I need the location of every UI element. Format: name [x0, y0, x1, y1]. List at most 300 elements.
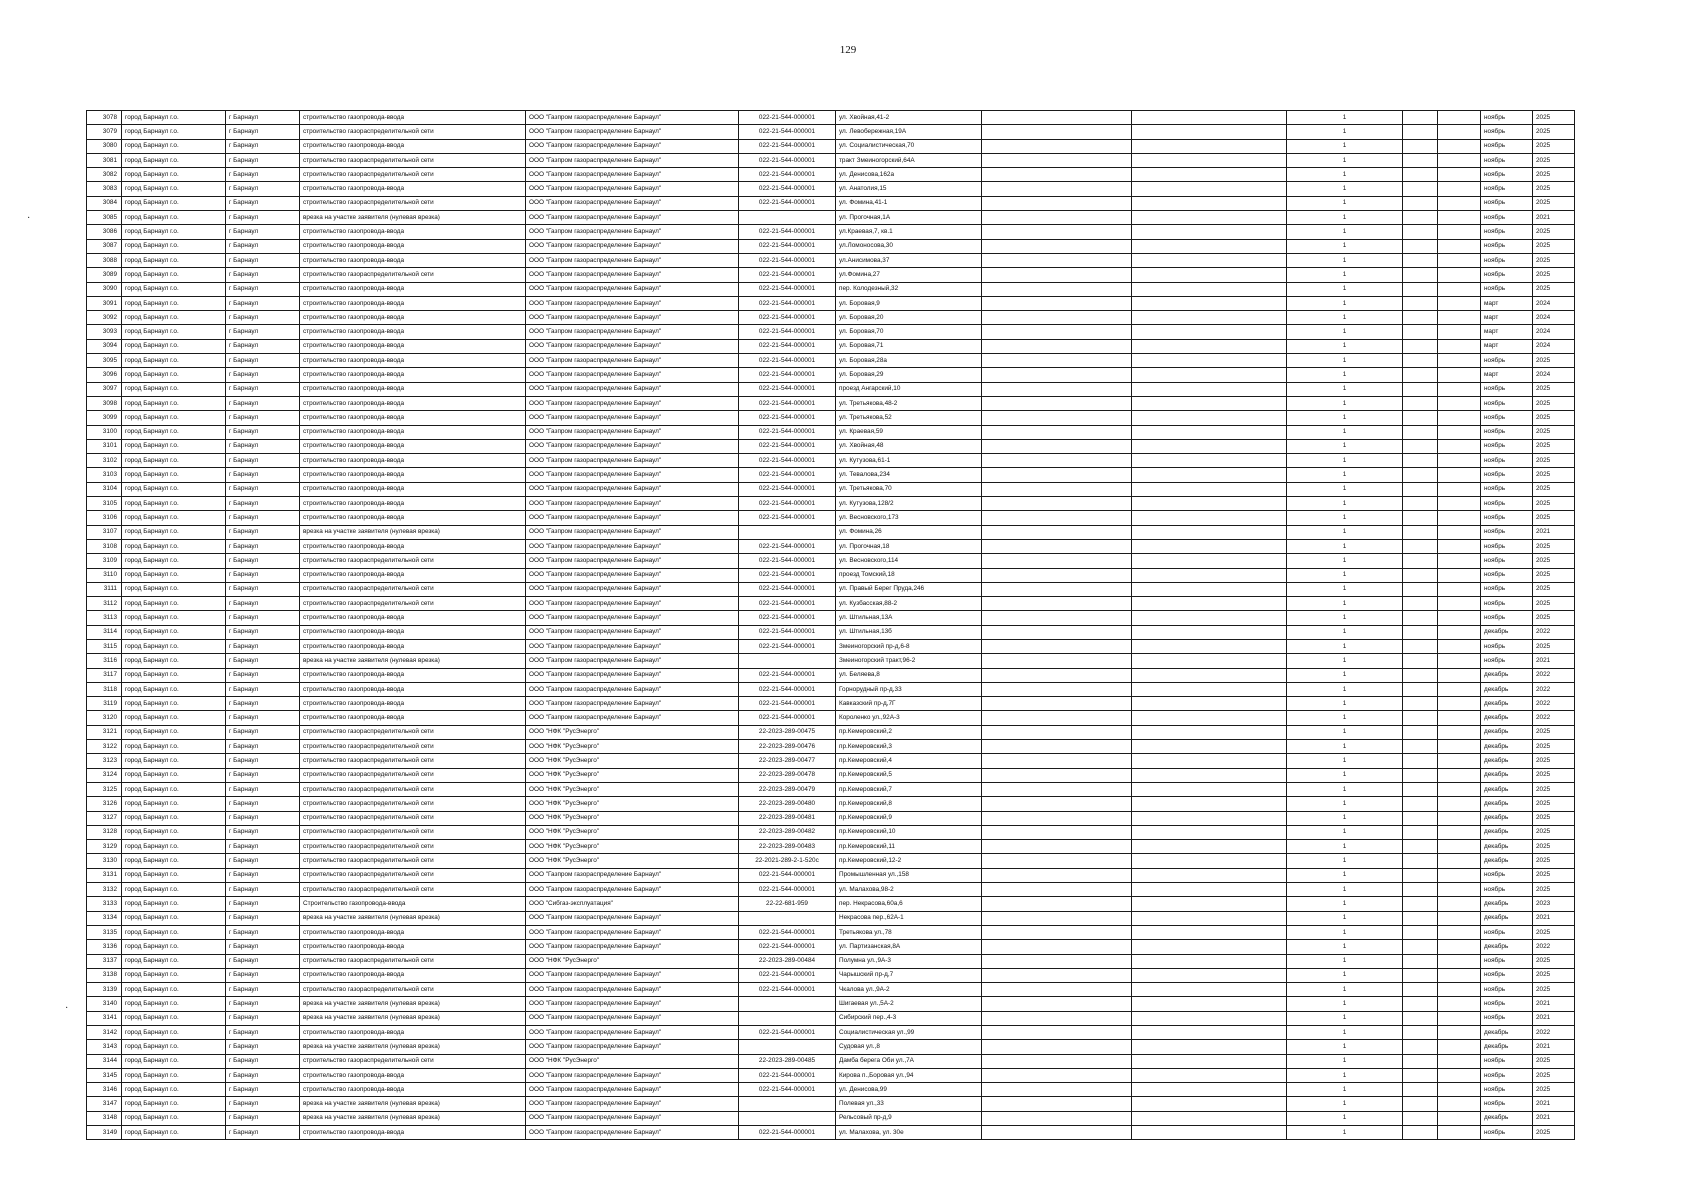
year-cell: 2022 [1533, 1026, 1575, 1040]
blank-c-cell [1403, 168, 1438, 182]
blank-b-cell [1132, 740, 1287, 754]
organization-cell: ООО "Газпром газораспределение Барнаул" [526, 539, 739, 553]
municipality-cell: город Барнаул г.о. [122, 211, 226, 225]
row-number-cell: 3133 [87, 897, 122, 911]
locality-cell: г Барнаул [226, 425, 300, 439]
municipality-cell: город Барнаул г.о. [122, 368, 226, 382]
municipality-cell: город Барнаул г.о. [122, 811, 226, 825]
row-number-cell: 3125 [87, 782, 122, 796]
month-cell: ноябрь [1481, 1097, 1533, 1111]
month-cell: декабрь [1481, 940, 1533, 954]
blank-d-cell [1438, 182, 1481, 196]
locality-cell: г Барнаул [226, 725, 300, 739]
row-number-cell: 3137 [87, 954, 122, 968]
work-type-cell: строительство газораспределительной сети [300, 868, 526, 882]
row-number-cell: 3119 [87, 697, 122, 711]
blank-c-cell [1403, 454, 1438, 468]
year-cell: 2025 [1533, 454, 1575, 468]
month-cell: март [1481, 368, 1533, 382]
work-type-cell: строительство газопровода-ввода [300, 368, 526, 382]
municipality-cell: город Барнаул г.о. [122, 554, 226, 568]
municipality-cell: город Барнаул г.о. [122, 925, 226, 939]
year-cell: 2025 [1533, 253, 1575, 267]
blank-b-cell [1132, 368, 1287, 382]
margin-mark: · [65, 1003, 69, 1014]
blank-b-cell [1132, 1083, 1287, 1097]
code-cell: 022-21-544-000001 [739, 239, 836, 253]
work-type-cell: строительство газораспределительной сети [300, 268, 526, 282]
work-type-cell: строительство газопровода-ввода [300, 439, 526, 453]
blank-b-cell [1132, 639, 1287, 653]
blank-d-cell [1438, 925, 1481, 939]
organization-cell: ООО "Газпром газораспределение Барнаул" [526, 968, 739, 982]
work-type-cell: строительство газопровода-ввода [300, 968, 526, 982]
year-cell: 2024 [1533, 311, 1575, 325]
blank-a-cell [982, 597, 1132, 611]
code-cell: 022-21-544-000001 [739, 396, 836, 410]
year-cell: 2022 [1533, 940, 1575, 954]
code-cell: 022-21-544-000001 [739, 639, 836, 653]
municipality-cell: город Барнаул г.о. [122, 668, 226, 682]
organization-cell: ООО "НФК "РусЭнерго" [526, 840, 739, 854]
blank-b-cell [1132, 1026, 1287, 1040]
blank-b-cell [1132, 411, 1287, 425]
month-cell: март [1481, 311, 1533, 325]
blank-a-cell [982, 325, 1132, 339]
blank-a-cell [982, 854, 1132, 868]
row-number-cell: 3124 [87, 768, 122, 782]
organization-cell: ООО "Газпром газораспределение Барнаул" [526, 711, 739, 725]
blank-c-cell [1403, 311, 1438, 325]
month-cell: ноябрь [1481, 468, 1533, 482]
organization-cell: ООО "Газпром газораспределение Барнаул" [526, 282, 739, 296]
work-type-cell: строительство газораспределительной сети [300, 740, 526, 754]
table-row [87, 368, 1575, 382]
blank-d-cell [1438, 854, 1481, 868]
blank-a-cell [982, 968, 1132, 982]
blank-d-cell [1438, 1011, 1481, 1025]
locality-cell: г Барнаул [226, 611, 300, 625]
locality-cell: г Барнаул [226, 954, 300, 968]
row-number-cell: 3087 [87, 239, 122, 253]
address-cell: Полумна ул.,9А-3 [836, 954, 982, 968]
blank-a-cell [982, 511, 1132, 525]
blank-b-cell [1132, 525, 1287, 539]
blank-c-cell [1403, 382, 1438, 396]
locality-cell: г Барнаул [226, 111, 300, 125]
organization-cell: ООО "Газпром газораспределение Барнаул" [526, 625, 739, 639]
blank-a-cell [982, 153, 1132, 167]
quantity-cell: 1 [1287, 1111, 1403, 1125]
table-row [87, 539, 1575, 553]
year-cell: 2025 [1533, 125, 1575, 139]
blank-c-cell [1403, 911, 1438, 925]
address-cell: ул. Боровая,28а [836, 354, 982, 368]
quantity-cell: 1 [1287, 1054, 1403, 1068]
code-cell: 022-21-544-000001 [739, 382, 836, 396]
work-type-cell: строительство газораспределительной сети [300, 954, 526, 968]
month-cell: ноябрь [1481, 639, 1533, 653]
locality-cell: г Барнаул [226, 554, 300, 568]
table-row [87, 253, 1575, 267]
blank-c-cell [1403, 525, 1438, 539]
year-cell: 2025 [1533, 968, 1575, 982]
blank-a-cell [982, 525, 1132, 539]
code-cell: 22-2023-289-00484 [739, 954, 836, 968]
quantity-cell: 1 [1287, 711, 1403, 725]
month-cell: ноябрь [1481, 868, 1533, 882]
address-cell: ул.Анисимова,37 [836, 253, 982, 267]
table-row [87, 168, 1575, 182]
address-cell: Кирова п.,Боровая ул.,94 [836, 1068, 982, 1082]
organization-cell: ООО "Газпром газораспределение Барнаул" [526, 139, 739, 153]
blank-c-cell [1403, 225, 1438, 239]
month-cell: ноябрь [1481, 554, 1533, 568]
row-number-cell: 3118 [87, 682, 122, 696]
municipality-cell: город Барнаул г.о. [122, 454, 226, 468]
work-type-cell: врезка на участке заявителя (нулевая врезка) [300, 1040, 526, 1054]
locality-cell: г Барнаул [226, 697, 300, 711]
row-number-cell: 3141 [87, 1011, 122, 1025]
locality-cell: г Барнаул [226, 139, 300, 153]
blank-b-cell [1132, 897, 1287, 911]
work-type-cell: строительство газораспределительной сети [300, 597, 526, 611]
table-row [87, 468, 1575, 482]
code-cell: 022-21-544-000001 [739, 1083, 836, 1097]
code-cell [739, 911, 836, 925]
year-cell: 2021 [1533, 1040, 1575, 1054]
blank-b-cell [1132, 196, 1287, 210]
code-cell [739, 1011, 836, 1025]
locality-cell: г Барнаул [226, 497, 300, 511]
work-type-cell: строительство газопровода-ввода [300, 497, 526, 511]
table-row [87, 740, 1575, 754]
year-cell: 2024 [1533, 339, 1575, 353]
locality-cell: г Барнаул [226, 1111, 300, 1125]
blank-b-cell [1132, 725, 1287, 739]
month-cell: ноябрь [1481, 211, 1533, 225]
blank-d-cell [1438, 153, 1481, 167]
blank-b-cell [1132, 339, 1287, 353]
quantity-cell: 1 [1287, 1011, 1403, 1025]
month-cell: ноябрь [1481, 1083, 1533, 1097]
blank-c-cell [1403, 1026, 1438, 1040]
blank-b-cell [1132, 582, 1287, 596]
address-cell: Короленко ул.,92А-3 [836, 711, 982, 725]
address-cell: ул. Прогочная,18 [836, 539, 982, 553]
address-cell: ул.Ломоносова,30 [836, 239, 982, 253]
month-cell: ноябрь [1481, 525, 1533, 539]
work-type-cell: строительство газопровода-ввода [300, 925, 526, 939]
organization-cell: ООО "Газпром газораспределение Барнаул" [526, 925, 739, 939]
year-cell: 2021 [1533, 1097, 1575, 1111]
municipality-cell: город Барнаул г.о. [122, 396, 226, 410]
organization-cell: ООО "Газпром газораспределение Барнаул" [526, 225, 739, 239]
table-row [87, 511, 1575, 525]
locality-cell: г Барнаул [226, 125, 300, 139]
blank-c-cell [1403, 368, 1438, 382]
organization-cell: ООО "Газпром газораспределение Барнаул" [526, 339, 739, 353]
address-cell: Горнорудный пр-д,33 [836, 682, 982, 696]
table-row [87, 925, 1575, 939]
blank-a-cell [982, 682, 1132, 696]
blank-d-cell [1438, 1040, 1481, 1054]
blank-a-cell [982, 740, 1132, 754]
organization-cell: ООО "Газпром газораспределение Барнаул" [526, 253, 739, 267]
quantity-cell: 1 [1287, 682, 1403, 696]
blank-c-cell [1403, 582, 1438, 596]
blank-a-cell [982, 182, 1132, 196]
code-cell: 022-21-544-000001 [739, 196, 836, 210]
code-cell: 022-21-544-000001 [739, 282, 836, 296]
blank-a-cell [982, 411, 1132, 425]
address-cell: Дамба берега Оби ул.,7А [836, 1054, 982, 1068]
municipality-cell: город Барнаул г.о. [122, 468, 226, 482]
locality-cell: г Барнаул [226, 854, 300, 868]
locality-cell: г Барнаул [226, 1040, 300, 1054]
code-cell: 022-21-544-000001 [739, 625, 836, 639]
locality-cell: г Барнаул [226, 925, 300, 939]
work-type-cell: врезка на участке заявителя (нулевая врезка) [300, 654, 526, 668]
organization-cell: ООО "Газпром газораспределение Барнаул" [526, 1040, 739, 1054]
blank-a-cell [982, 239, 1132, 253]
table-row [87, 940, 1575, 954]
code-cell: 022-21-544-000001 [739, 682, 836, 696]
address-cell: пр.Кемеровский,12-2 [836, 854, 982, 868]
year-cell: 2022 [1533, 682, 1575, 696]
blank-d-cell [1438, 940, 1481, 954]
quantity-cell: 1 [1287, 725, 1403, 739]
table-row [87, 311, 1575, 325]
blank-c-cell [1403, 725, 1438, 739]
municipality-cell: город Барнаул г.о. [122, 997, 226, 1011]
year-cell: 2025 [1533, 139, 1575, 153]
blank-d-cell [1438, 168, 1481, 182]
row-number-cell: 3099 [87, 411, 122, 425]
code-cell: 022-21-544-000001 [739, 1026, 836, 1040]
table-row [87, 354, 1575, 368]
locality-cell: г Барнаул [226, 539, 300, 553]
locality-cell: г Барнаул [226, 868, 300, 882]
month-cell: декабрь [1481, 1026, 1533, 1040]
blank-b-cell [1132, 168, 1287, 182]
month-cell: ноябрь [1481, 997, 1533, 1011]
table-row [87, 1097, 1575, 1111]
row-number-cell: 3115 [87, 639, 122, 653]
organization-cell: ООО "НФК "РусЭнерго" [526, 740, 739, 754]
table-row [87, 554, 1575, 568]
table-row [87, 268, 1575, 282]
municipality-cell: город Барнаул г.о. [122, 654, 226, 668]
blank-c-cell [1403, 1040, 1438, 1054]
blank-c-cell [1403, 740, 1438, 754]
municipality-cell: город Барнаул г.о. [122, 797, 226, 811]
blank-d-cell [1438, 1026, 1481, 1040]
blank-c-cell [1403, 654, 1438, 668]
municipality-cell: город Барнаул г.о. [122, 525, 226, 539]
blank-d-cell [1438, 282, 1481, 296]
locality-cell: г Барнаул [226, 825, 300, 839]
locality-cell: г Барнаул [226, 1097, 300, 1111]
month-cell: декабрь [1481, 1040, 1533, 1054]
blank-d-cell [1438, 825, 1481, 839]
row-number-cell: 3147 [87, 1097, 122, 1111]
organization-cell: ООО "Газпром газораспределение Барнаул" [526, 468, 739, 482]
row-number-cell: 3116 [87, 654, 122, 668]
address-cell: Змеиногорский пр-д,6-8 [836, 639, 982, 653]
blank-a-cell [982, 425, 1132, 439]
year-cell: 2022 [1533, 697, 1575, 711]
code-cell: 022-21-544-000001 [739, 940, 836, 954]
year-cell: 2025 [1533, 425, 1575, 439]
municipality-cell: город Барнаул г.о. [122, 282, 226, 296]
row-number-cell: 3149 [87, 1126, 122, 1140]
blank-c-cell [1403, 1097, 1438, 1111]
code-cell: 22-2023-289-00482 [739, 825, 836, 839]
locality-cell: г Барнаул [226, 940, 300, 954]
municipality-cell: город Барнаул г.о. [122, 568, 226, 582]
locality-cell: г Барнаул [226, 711, 300, 725]
address-cell: Некрасова пер.,62А-1 [836, 911, 982, 925]
blank-c-cell [1403, 611, 1438, 625]
municipality-cell: город Барнаул г.о. [122, 1011, 226, 1025]
municipality-cell: город Барнаул г.о. [122, 954, 226, 968]
row-number-cell: 3130 [87, 854, 122, 868]
work-type-cell: строительство газопровода-ввода [300, 182, 526, 196]
quantity-cell: 1 [1287, 740, 1403, 754]
work-type-cell: строительство газопровода-ввода [300, 639, 526, 653]
table-row [87, 111, 1575, 125]
address-cell: ул. Денисова,99 [836, 1083, 982, 1097]
register-body [87, 111, 1575, 1140]
row-number-cell: 3134 [87, 911, 122, 925]
blank-a-cell [982, 868, 1132, 882]
work-type-cell: строительство газораспределительной сети [300, 782, 526, 796]
table-row [87, 425, 1575, 439]
code-cell: 022-21-544-000001 [739, 539, 836, 553]
blank-a-cell [982, 725, 1132, 739]
blank-c-cell [1403, 468, 1438, 482]
quantity-cell: 1 [1287, 111, 1403, 125]
work-type-cell: строительство газораспределительной сети [300, 153, 526, 167]
year-cell: 2025 [1533, 182, 1575, 196]
address-cell: пр.Кемеровский,3 [836, 740, 982, 754]
table-row [87, 182, 1575, 196]
month-cell: ноябрь [1481, 168, 1533, 182]
blank-b-cell [1132, 497, 1287, 511]
blank-c-cell [1403, 153, 1438, 167]
address-cell: ул. Тевалова,234 [836, 468, 982, 482]
municipality-cell: город Барнаул г.о. [122, 354, 226, 368]
month-cell: ноябрь [1481, 582, 1533, 596]
work-type-cell: строительство газопровода-ввода [300, 253, 526, 267]
month-cell: ноябрь [1481, 139, 1533, 153]
blank-c-cell [1403, 354, 1438, 368]
blank-d-cell [1438, 554, 1481, 568]
table-row [87, 568, 1575, 582]
address-cell: пер. Некрасова,60а,6 [836, 897, 982, 911]
row-number-cell: 3140 [87, 997, 122, 1011]
address-cell: ул. Боровая,70 [836, 325, 982, 339]
quantity-cell: 1 [1287, 625, 1403, 639]
address-cell: Социалистическая ул.,99 [836, 1026, 982, 1040]
code-cell: 022-21-544-000001 [739, 711, 836, 725]
year-cell: 2025 [1533, 539, 1575, 553]
blank-b-cell [1132, 954, 1287, 968]
row-number-cell: 3112 [87, 597, 122, 611]
month-cell: ноябрь [1481, 111, 1533, 125]
work-type-cell: строительство газораспределительной сети [300, 125, 526, 139]
code-cell: 022-21-544-000001 [739, 1126, 836, 1140]
blank-b-cell [1132, 797, 1287, 811]
month-cell: ноябрь [1481, 182, 1533, 196]
table-row [87, 797, 1575, 811]
code-cell: 22-2023-289-00475 [739, 725, 836, 739]
year-cell: 2025 [1533, 868, 1575, 882]
work-type-cell: строительство газопровода-ввода [300, 682, 526, 696]
code-cell: 022-21-544-000001 [739, 325, 836, 339]
organization-cell: ООО "Газпром газораспределение Барнаул" [526, 1026, 739, 1040]
municipality-cell: город Барнаул г.о. [122, 425, 226, 439]
code-cell: 22-2023-289-00479 [739, 782, 836, 796]
organization-cell: ООО "НФК "РусЭнерго" [526, 825, 739, 839]
row-number-cell: 3139 [87, 983, 122, 997]
blank-a-cell [982, 497, 1132, 511]
work-type-cell: строительство газопровода-ввода [300, 239, 526, 253]
row-number-cell: 3088 [87, 253, 122, 267]
organization-cell: ООО "Газпром газораспределение Барнаул" [526, 868, 739, 882]
organization-cell: ООО "Газпром газораспределение Барнаул" [526, 382, 739, 396]
organization-cell: ООО "Газпром газораспределение Барнаул" [526, 1068, 739, 1082]
year-cell: 2025 [1533, 1083, 1575, 1097]
blank-b-cell [1132, 697, 1287, 711]
municipality-cell: город Барнаул г.о. [122, 782, 226, 796]
municipality-cell: город Барнаул г.о. [122, 253, 226, 267]
blank-c-cell [1403, 425, 1438, 439]
quantity-cell: 1 [1287, 525, 1403, 539]
blank-c-cell [1403, 597, 1438, 611]
quantity-cell: 1 [1287, 153, 1403, 167]
blank-d-cell [1438, 296, 1481, 310]
work-type-cell: врезка на участке заявителя (нулевая врезка) [300, 525, 526, 539]
year-cell: 2025 [1533, 411, 1575, 425]
blank-d-cell [1438, 997, 1481, 1011]
blank-a-cell [982, 1083, 1132, 1097]
blank-a-cell [982, 997, 1132, 1011]
blank-c-cell [1403, 196, 1438, 210]
code-cell: 022-21-544-000001 [739, 411, 836, 425]
table-row [87, 411, 1575, 425]
blank-b-cell [1132, 868, 1287, 882]
address-cell: ул. Социалистическая,70 [836, 139, 982, 153]
blank-d-cell [1438, 811, 1481, 825]
row-number-cell: 3100 [87, 425, 122, 439]
month-cell: декабрь [1481, 725, 1533, 739]
municipality-cell: город Барнаул г.о. [122, 497, 226, 511]
blank-a-cell [982, 954, 1132, 968]
quantity-cell: 1 [1287, 354, 1403, 368]
month-cell: ноябрь [1481, 539, 1533, 553]
municipality-cell: город Барнаул г.о. [122, 754, 226, 768]
municipality-cell: город Барнаул г.о. [122, 482, 226, 496]
locality-cell: г Барнаул [226, 597, 300, 611]
work-type-cell: строительство газопровода-ввода [300, 1126, 526, 1140]
locality-cell: г Барнаул [226, 568, 300, 582]
year-cell: 2021 [1533, 211, 1575, 225]
year-cell: 2025 [1533, 153, 1575, 167]
address-cell: ул. Партизанская,8А [836, 940, 982, 954]
code-cell: 022-21-544-000001 [739, 139, 836, 153]
